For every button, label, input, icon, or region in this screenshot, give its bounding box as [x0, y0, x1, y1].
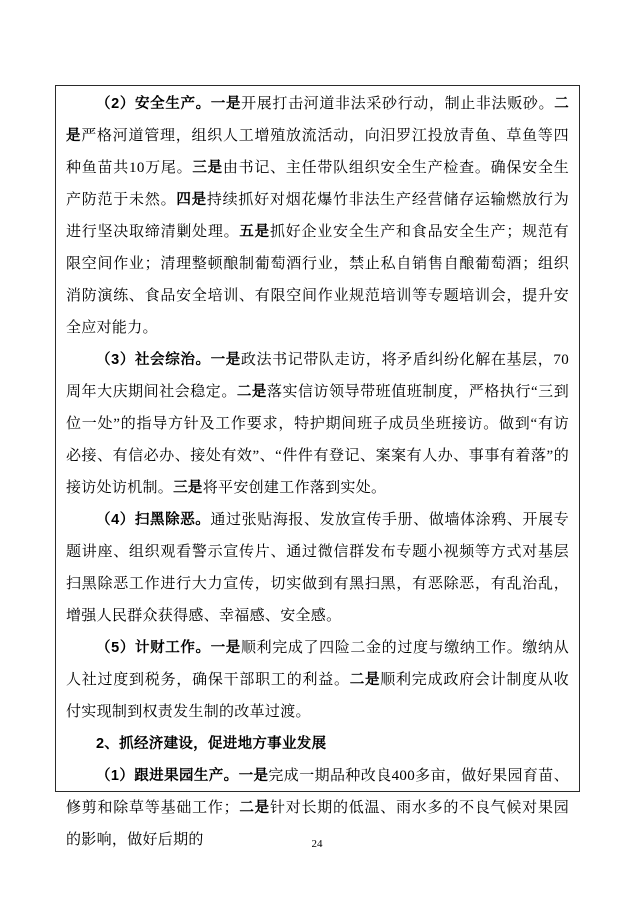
emphasis-text: 二是	[349, 672, 381, 688]
body-text: 抓好企业安全生产和食品安全生产；规范有限空间作业；清理整顿酿制葡萄酒行业，禁止私自销售自酿葡萄酒；组织消防演练、食品安全培训、有限空间作业规范培训等专题培训会，提升安全应对能力。	[66, 224, 569, 336]
paragraph	[66, 88, 569, 344]
emphasis-text: 2、抓经济建设，促进地方事业发展	[96, 736, 327, 752]
paragraph	[66, 632, 569, 728]
paragraph	[66, 504, 569, 632]
paragraph	[66, 344, 569, 504]
emphasis-text: （2）安全生产。	[96, 96, 211, 112]
emphasis-text: 五是	[239, 224, 270, 240]
emphasis-text: 二是	[236, 384, 267, 400]
body-text: 顺利完成了四险二金的过度与缴纳工作。缴纳从人社过度到税务，确保干部职工的利益。	[66, 640, 569, 688]
emphasis-text: 二是	[66, 96, 569, 144]
emphasis-text: （5）计财工作。	[96, 640, 211, 656]
emphasis-text: 四是	[176, 192, 207, 208]
emphasis-text: （4）扫黑除恶。	[96, 512, 211, 528]
emphasis-text: 一是	[210, 352, 241, 368]
body-text: 开展打击河道非法采砂行动，制止非法贩砂。	[241, 96, 555, 112]
emphasis-text: 一是	[238, 768, 269, 784]
body-text: 针对长期的低温、雨水多的不良气候对果园的影响，做好后期的	[66, 800, 570, 848]
emphasis-text: 三是	[173, 480, 203, 496]
emphasis-text: 一是	[210, 96, 242, 112]
body-text: 顺利完成政府会计制度从收付实现制到权责发生制的改革过渡。	[66, 672, 569, 720]
page-number: 24	[311, 838, 323, 850]
body-text: 严格河道管理，组织人工增殖放流活动，向汨罗江投放青鱼、草鱼等四种鱼苗共10万尾。	[66, 128, 569, 176]
body-text: 由书记、主任带队组织安全生产检查。确保安全生产防范于未然。	[66, 160, 569, 208]
emphasis-text: （1）跟进果园生产。	[96, 768, 239, 784]
body-text: 落实信访领导带班值班制度，严格执行“三到位一处”的指导方针及工作要求，特护期间班子成员坐班接访。做到“有访必接、有信必办、接处有效”、“件件有登记、案案有人办、事事有着落”的接访处访机制。	[66, 384, 569, 496]
emphasis-text: （3）社会综治。	[96, 352, 211, 368]
emphasis-text: 一是	[210, 640, 241, 656]
body-text: 政法书记带队走访，将矛盾纠纷化解在基层，70周年大庆期间社会稳定。	[66, 352, 570, 400]
body-text: 完成一期品种改良400多亩，做好果园育苗、修剪和除草等基础工作；	[66, 768, 569, 816]
body-text: 持续抓好对烟花爆竹非法生产经营储存运输燃放行为进行坚决取缔清剿处理。	[66, 192, 569, 240]
section-heading	[66, 728, 569, 760]
body-text: 将平安创建工作落到实处。	[202, 480, 387, 496]
emphasis-text: 二是	[238, 800, 270, 816]
document-body	[66, 88, 569, 856]
emphasis-text: 三是	[192, 160, 223, 176]
body-text: 通过张贴海报、发放宣传手册、做墙体涂鸦、开展专题讲座、组织观看警示宣传片、通过微信群发布专题小视频等方式对基层扫黑除恶工作进行大力宣传，切实做到有黑扫黑，有恶除恶，有乱治乱，增强人民群众获得感、幸福感、安全感。	[66, 512, 570, 624]
